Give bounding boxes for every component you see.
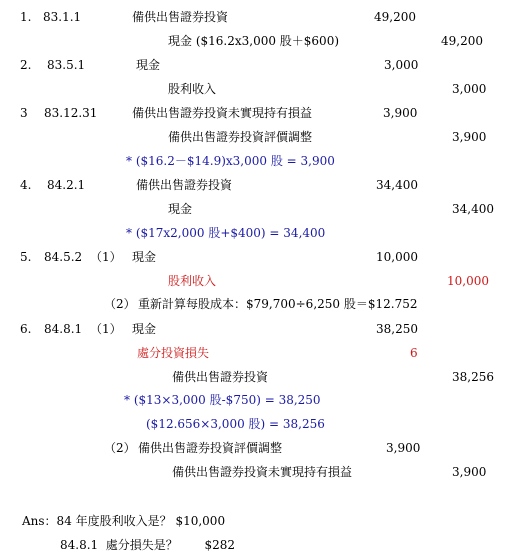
entry-number: 3	[20, 106, 28, 120]
credit-account: 現金 ($16.2x3,000 股＋$600)	[168, 34, 340, 48]
debit-account: 備供出售證券投資評價調整	[138, 441, 283, 455]
debit-amount: 3,900	[383, 106, 418, 120]
debit-amount: 49,200	[374, 10, 416, 24]
entry-number: 4.	[20, 178, 32, 192]
entry-date: 83.1.1	[43, 10, 82, 24]
debit-amount: 3,900	[386, 441, 421, 455]
credit-amount: 3,900	[452, 130, 487, 144]
credit-amount: 38,256	[452, 370, 494, 384]
debit-account: 備供出售證券投資	[132, 10, 229, 24]
calculation-note: * ($13×3,000 股-$750) = 38,250	[124, 393, 321, 407]
credit-account: 股利收入	[168, 274, 217, 288]
entry-date: 83.5.1	[47, 58, 86, 72]
debit-amount: 6	[410, 346, 418, 360]
credit-amount: 34,400	[452, 202, 494, 216]
debit-amount: 34,400	[376, 178, 418, 192]
entry-number: 6.	[20, 322, 32, 336]
credit-account: 備供出售證券投資	[172, 370, 269, 384]
credit-account: 股利收入	[168, 82, 217, 96]
answer-line: Ans：84 年度股利收入是？ $10,000	[22, 514, 226, 528]
debit-amount: 3,000	[384, 58, 419, 72]
entry-number: 1.	[20, 10, 32, 24]
calculation-note: ($12.656×3,000 股) = 38,256	[146, 417, 325, 431]
credit-amount: 3,900	[452, 465, 487, 479]
sub-part-label: （1）	[90, 322, 122, 336]
sub-part-label: （2）	[104, 441, 136, 455]
sub-part-label: （1）	[90, 250, 122, 264]
cost-recalculation: 重新計算每股成本：$79,700÷6,250 股＝$12.752	[138, 297, 418, 311]
sub-part-label: （2）	[104, 297, 136, 311]
entry-date: 84.5.2	[44, 250, 83, 264]
credit-amount: 49,200	[441, 34, 483, 48]
debit-amount: 10,000	[376, 250, 418, 264]
entry-date: 84.2.1	[47, 178, 86, 192]
credit-amount: 3,000	[452, 82, 487, 96]
answer-line: 84.8.1 處分損失是？ $282	[60, 538, 236, 552]
debit-account: 現金	[136, 58, 161, 72]
entry-number: 5.	[20, 250, 32, 264]
entry-date: 84.8.1	[44, 322, 83, 336]
entry-number: 2.	[20, 58, 32, 72]
entry-date: 83.12.31	[44, 106, 98, 120]
credit-account: 現金	[168, 202, 193, 216]
debit-account: 處分投資損失	[137, 346, 210, 360]
debit-account: 備供出售證券投資未實現持有損益	[132, 106, 313, 120]
credit-amount: 10,000	[447, 274, 489, 288]
debit-account: 現金	[132, 250, 157, 264]
credit-account: 備供出售證券投資未實現持有損益	[172, 465, 353, 479]
calculation-note: * ($17x2,000 股+$400) = 34,400	[126, 226, 326, 240]
calculation-note: * ($16.2－$14.9)x3,000 股 = 3,900	[126, 154, 335, 168]
credit-account: 備供出售證券投資評價調整	[168, 130, 313, 144]
debit-amount: 38,250	[376, 322, 418, 336]
debit-account: 現金	[132, 322, 157, 336]
debit-account: 備供出售證券投資	[136, 178, 233, 192]
